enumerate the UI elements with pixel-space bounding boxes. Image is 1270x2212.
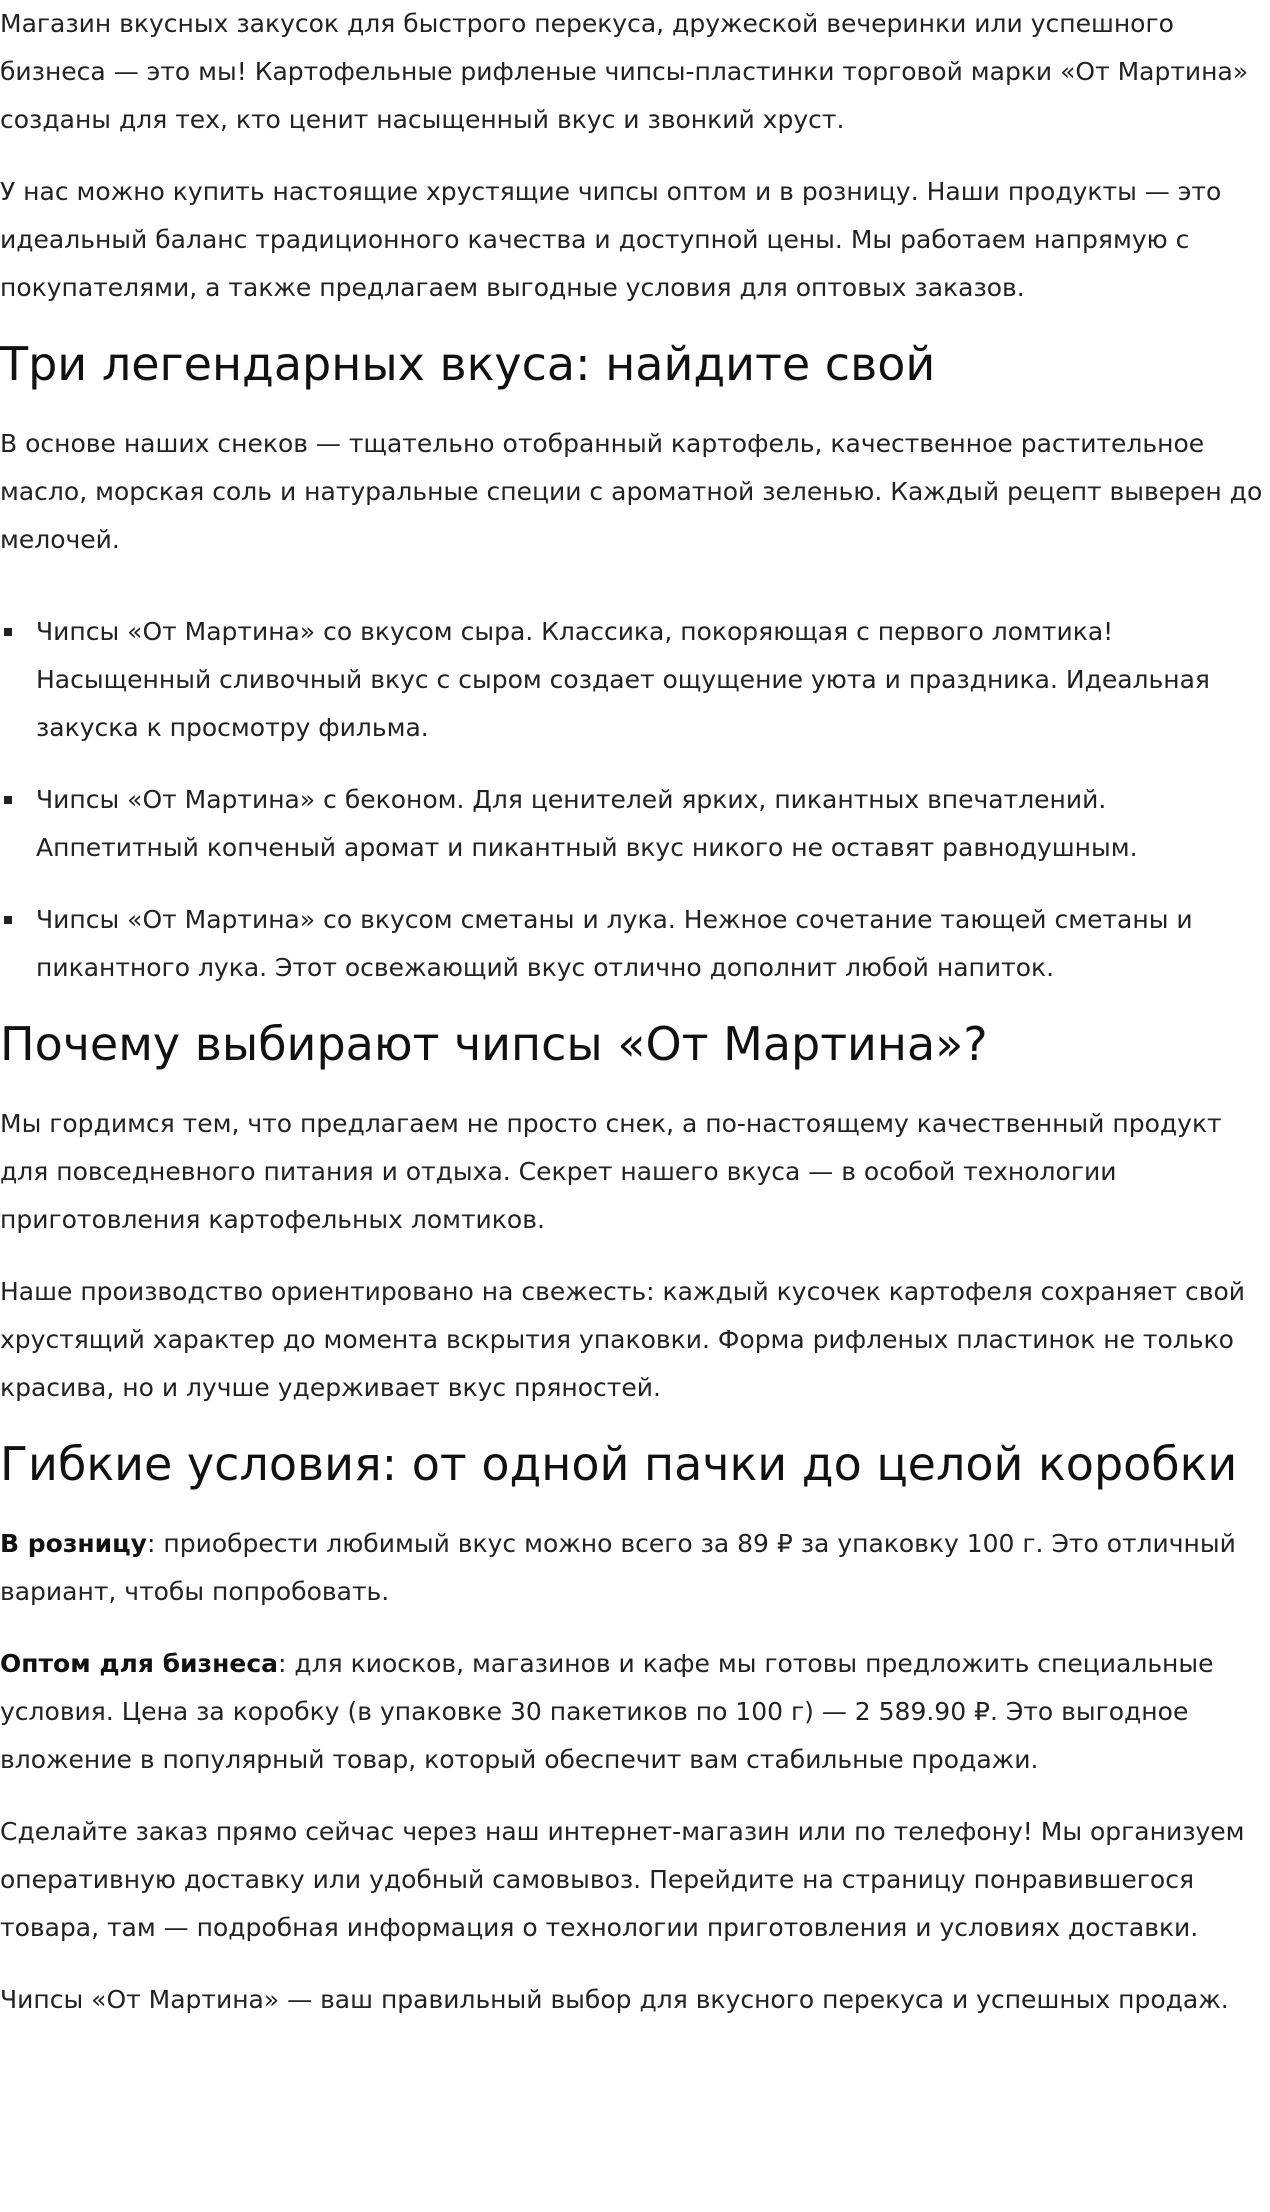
list-item-text: Чипсы «От Мартина» с беконом. Для ценителей ярких, пикантных впечатлений. Аппетитный копченый аромат и пикантный вкус никого не оставят равнодушным. <box>36 785 1138 862</box>
intro-paragraph-1: Магазин вкусных закусок для быстрого перекуса, дружеской вечеринки или успешного бизнеса — это мы! Картофельные рифленые чипсы-пластинки торговой марки «От Мартина» созданы для тех, кто ценит насыщенный вкус и звонкий хруст. <box>0 9 1249 134</box>
order-paragraph: Сделайте заказ прямо сейчас через наш интернет-магазин или по телефону! Мы организуем оперативную доставку или удобный самовывоз. Перейдите на страницу понравившегося товара, там — подробная информация о технологии приготовления и условиях доставки. <box>0 1817 1245 1942</box>
retail-paragraph <box>0 1520 1270 1616</box>
why-heading: Почему выбирают чипсы «От Мартина»? <box>0 1017 988 1071</box>
square-bullet-icon <box>4 796 12 804</box>
list-item-bacon <box>0 776 1270 872</box>
square-bullet-icon <box>4 628 12 636</box>
list-item-sour-cream-onion <box>0 896 1270 992</box>
why-paragraph-1: Мы гордимся тем, что предлагаем не просто снек, а по-настоящему качественный продукт для повседневного питания и отдыха. Секрет нашего вкуса — в особой технологии приготовления картофельных ломтиков. <box>0 1109 1222 1234</box>
wholesale-label: Оптом для бизнеса <box>0 1649 279 1678</box>
retail-text: : приобрести любимый вкус можно всего за 89 ₽ за упаковку 100 г. Это отличный вариант, чтобы попробовать. <box>0 1529 1236 1606</box>
wholesale-paragraph <box>0 1640 1270 1784</box>
why-paragraph-2: Наше производство ориентировано на свежесть: каждый кусочек картофеля сохраняет свой хрустящий характер до момента вскрытия упаковки. Форма рифленых пластинок не только красива, но и лучше удерживает вкус пряностей. <box>0 1277 1245 1402</box>
flavors-intro-paragraph: В основе наших снеков — тщательно отобранный картофель, качественное растительное масло, морская соль и натуральные специи с ароматной зеленью. Каждый рецепт выверен до мелочей. <box>0 429 1263 554</box>
closing-paragraph: Чипсы «От Мартина» — ваш правильный выбор для вкусного перекуса и успешных продаж. <box>0 1985 1229 2014</box>
square-bullet-icon <box>4 916 12 924</box>
list-item-text: Чипсы «От Мартина» со вкусом сметаны и лука. Нежное сочетание тающей сметаны и пикантного лука. Этот освежающий вкус отлично дополнит любой напиток. <box>36 905 1193 982</box>
list-item-cheese <box>0 608 1270 752</box>
terms-heading: Гибкие условия: от одной пачки до целой коробки <box>0 1437 1238 1491</box>
list-item-text: Чипсы «От Мартина» со вкусом сыра. Классика, покоряющая с первого ломтика! Насыщенный сливочный вкус с сыром создает ощущение уюта и праздника. Идеальная закуска к просмотру фильма. <box>36 617 1210 742</box>
flavors-heading: Три легендарных вкуса: найдите свой <box>0 337 936 391</box>
flavors-list <box>0 608 1270 992</box>
intro-paragraph-2: У нас можно купить настоящие хрустящие чипсы оптом и в розницу. Наши продукты — это идеальный баланс традиционного качества и доступной цены. Мы работаем напрямую с покупателями, а также предлагаем выгодные условия для оптовых заказов. <box>0 177 1222 302</box>
retail-label: В розницу <box>0 1529 147 1558</box>
wholesale-text: : для киосков, магазинов и кафе мы готовы предложить специальные условия. Цена за коробку (в упаковке 30 пакетиков по 100 г) — 2 589.90 ₽. Это выгодное вложение в популярный товар, который обеспечит вам стабильные продажи. <box>0 1649 1214 1774</box>
